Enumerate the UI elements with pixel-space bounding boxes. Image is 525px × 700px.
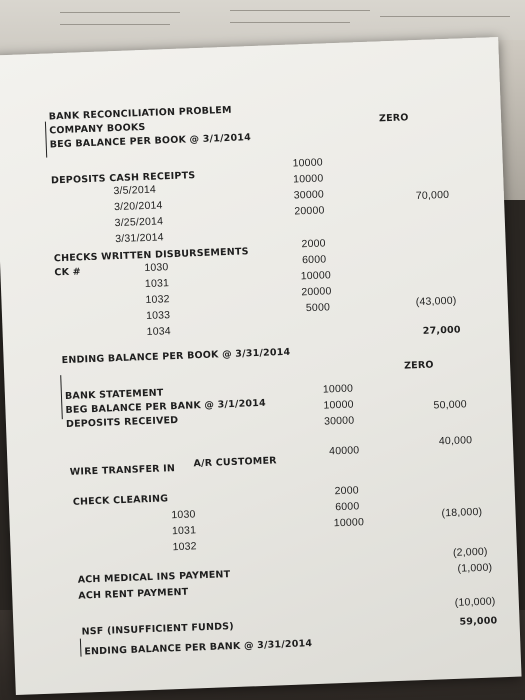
cleared-check-amount: 6000	[335, 500, 360, 514]
bank-box-rule	[60, 375, 63, 419]
nsf-label: NSF (INSUFFICIENT FUNDS)	[81, 621, 234, 638]
bank-deposits-total: 50,000	[433, 398, 468, 412]
deposit-date: 3/5/2014	[113, 183, 157, 198]
check-amount: 20000	[301, 285, 332, 299]
check-amount: 5000	[305, 301, 331, 315]
deposit-date: 3/31/2014	[115, 231, 164, 246]
company-books-heading: COMPANY BOOKS	[49, 121, 146, 137]
deposits-label: DEPOSITS CASH RECEIPTS	[50, 170, 196, 187]
ach-rent-label: ACH RENT PAYMENT	[78, 586, 189, 602]
cleared-check-number: 1032	[172, 540, 197, 554]
beg-balance-bank-label: BEG BALANCE PER BANK @ 3/1/2014	[65, 397, 267, 417]
beg-balance-book-label: BEG BALANCE PER BOOK @ 3/1/2014	[49, 132, 252, 151]
bank-deposit-amount: 10000	[322, 382, 354, 396]
title-box-rule	[45, 122, 47, 158]
deposit-amount: 30000	[293, 188, 325, 202]
reconciliation-sheet	[0, 37, 522, 695]
wire-transfer-label: WIRE TRANSFER IN	[69, 463, 176, 478]
beg-balance-bank-value: ZERO	[403, 359, 434, 372]
check-number: 1034	[146, 325, 172, 339]
ck-number-label: CK #	[54, 266, 82, 279]
ending-box-rule	[80, 639, 82, 657]
bank-deposit-amount: 30000	[323, 414, 355, 428]
ach-rent-value: (1,000)	[457, 561, 493, 575]
deposit-amount: 20000	[294, 204, 325, 218]
ach-medical-value: (2,000)	[452, 545, 488, 559]
check-amount: 2000	[301, 237, 326, 251]
deposit-date: 3/25/2014	[114, 215, 164, 230]
check-number: 1031	[144, 277, 170, 291]
ach-medical-label: ACH MEDICAL INS PAYMENT	[77, 569, 231, 586]
ending-balance-bank-value: 59,000	[459, 615, 498, 628]
checks-written-label: CHECKS WRITTEN DISBURSEMENTS	[53, 246, 249, 265]
check-number: 1033	[145, 309, 171, 323]
checks-total: (43,000)	[415, 294, 457, 309]
cleared-check-amount: 2000	[334, 484, 360, 498]
deposit-amount: 10000	[292, 172, 324, 186]
check-clearing-label: CHECK CLEARING	[72, 493, 169, 508]
check-number: 1030	[144, 261, 169, 275]
check-number: 1032	[145, 293, 170, 307]
cleared-check-number: 1030	[171, 508, 196, 522]
bank-deposit-amount: 10000	[323, 398, 354, 412]
deposits-received-label: DEPOSITS RECEIVED	[65, 414, 179, 431]
ending-balance-book-label: ENDING BALANCE PER BOOK @ 3/31/2014	[61, 346, 291, 367]
wire-transfer-total: 40,000	[438, 434, 473, 448]
check-amount: 10000	[300, 269, 332, 283]
cleared-check-amount: 10000	[333, 516, 365, 530]
ending-balance-bank-label: ENDING BALANCE PER BANK @ 3/31/2014	[84, 638, 313, 658]
wire-transfer-source: A/R CUSTOMER	[193, 455, 277, 470]
beg-balance-book-value: ZERO	[378, 112, 409, 125]
nsf-value: (10,000)	[454, 595, 496, 609]
cleared-check-number: 1031	[171, 524, 197, 538]
check-amount: 6000	[301, 253, 327, 267]
deposit-date: 3/20/2014	[113, 199, 163, 214]
check-clearing-total: (18,000)	[441, 505, 483, 520]
ending-balance-book-value: 27,000	[422, 324, 461, 337]
wire-transfer-amount: 40000	[328, 444, 360, 458]
bank-statement-heading: BANK STATEMENT	[64, 387, 164, 403]
problem-title: BANK RECONCILIATION PROBLEM	[48, 104, 232, 123]
deposits-total: 70,000	[415, 188, 450, 203]
deposit-amount: 10000	[292, 156, 324, 170]
